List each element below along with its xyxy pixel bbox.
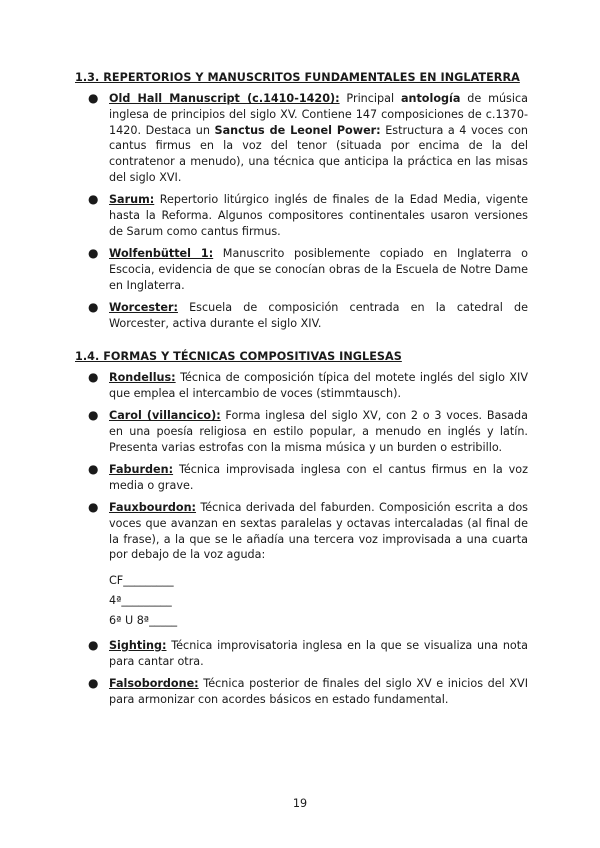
term-sighting: Sighting: (109, 638, 167, 652)
bullet-icon: ● (88, 192, 99, 207)
list-item-falsobordone (88, 676, 528, 708)
list-item-fauxbourdon (88, 500, 528, 631)
bullet-icon: ● (88, 300, 99, 315)
item-text: Técnica posterior de finales del siglo XV e inicios del XVI para armonizar con acordes básicos en estado fundamental. (109, 676, 528, 706)
list-item-wolfenbuttel (88, 246, 528, 293)
list-item-carol (88, 408, 528, 455)
bullet-icon: ● (88, 461, 99, 476)
bullet-icon: ● (88, 500, 99, 515)
item-text: Técnica de composición típica del motete inglés del siglo XIV que emplea el intercambio de voces (stimmtausch). (109, 371, 528, 400)
term-worcester: Worcester: (109, 301, 178, 315)
formas-list (88, 370, 528, 714)
term-old-hall: Old Hall Manuscript (c.1410-1420): (109, 92, 340, 105)
list-item-old-hall (88, 91, 528, 186)
bullet-icon: ● (88, 91, 99, 105)
bullet-icon: ● (88, 408, 99, 423)
item-text: de música inglesa de principios del siglo XV. Contiene 147 composiciones de c.1370-1420. Destaca un (109, 92, 528, 137)
bullet-icon: ● (88, 370, 99, 384)
notation-line-cf: CF_________ (109, 574, 174, 588)
notation-line-cuarta: 4ª_________ (109, 594, 172, 608)
bullet-icon: ● (88, 675, 99, 690)
emphasis-antologia: antología (400, 92, 461, 105)
item-text: Técnica derivada del faburden. Composición escrita a dos voces que avanzan en sextas paralelas y octavas intercaladas (al final de la frase), a la que se le añadía una tercera voz improvisada a una cuarta por debajo de la voz aguda: (109, 501, 528, 562)
item-text: Forma inglesa del siglo XV, con 2 o 3 voces. Basada en una poesía religiosa en estilo popular, a menudo en inglés y latín. Presenta varias estrofas con la misma música y un burden o estribillo. (109, 409, 528, 454)
item-text: Técnica improvisada inglesa con el cantus firmus en la voz media o grave. (109, 462, 528, 492)
item-text: Técnica improvisatoria inglesa en la que se visualiza una nota para cantar otra. (109, 638, 528, 668)
term-sarum: Sarum: (109, 193, 155, 207)
list-item-sighting (88, 638, 528, 670)
item-text: Manuscrito posiblemente copiado en Inglaterra o Escocia, evidencia de que se conocían obras de la Escuela de Notre Dame en Inglaterra. (109, 247, 528, 292)
term-wolfenbuttel: Wolfenbüttel 1: (109, 247, 214, 261)
item-text: Repertorio litúrgico inglés de finales de la Edad Media, vigente hasta la Reforma. Algunos compositores continentales usaron versiones de Sarum como cantus firmus. (109, 193, 528, 238)
fauxbourdon-notation (109, 571, 528, 631)
item-text: Escuela de composición centrada en la catedral de Worcester, activa durante el siglo XIV. (109, 301, 528, 330)
term-carol: Carol (villancico): (109, 409, 221, 423)
repertorios-list (88, 91, 528, 338)
list-item-sarum (88, 192, 528, 239)
list-item-worcester (88, 300, 528, 332)
section-heading-repertorios: 1.3. REPERTORIOS Y MANUSCRITOS FUNDAMENTALES EN INGLATERRA (75, 71, 520, 84)
list-item-rondellus (88, 370, 528, 402)
notation-line-sexta-octava: 6ª U 8ª_____ (109, 614, 178, 628)
item-text: Estructura a 4 voces con cantus firmus en la voz del tenor (situada por encima de la del contratenor a menudo), una técnica que anticipa la práctica en las misas del siglo XVI. (109, 123, 529, 184)
term-falsobordone: Falsobordone: (109, 676, 199, 690)
term-faburden: Faburden: (109, 462, 174, 476)
item-text: Principal (339, 92, 401, 105)
bullet-icon: ● (88, 637, 99, 652)
list-item-faburden (88, 462, 528, 494)
emphasis-sanctus: Sanctus de Leonel Power: (214, 123, 381, 137)
bullet-icon: ● (88, 246, 99, 261)
term-rondellus: Rondellus: (109, 371, 176, 384)
term-fauxbourdon: Fauxbourdon: (109, 501, 197, 515)
section-heading-formas: 1.4. FORMAS Y TÉCNICAS COMPOSITIVAS INGLESAS (75, 350, 402, 363)
page-number: 19 (292, 797, 308, 810)
